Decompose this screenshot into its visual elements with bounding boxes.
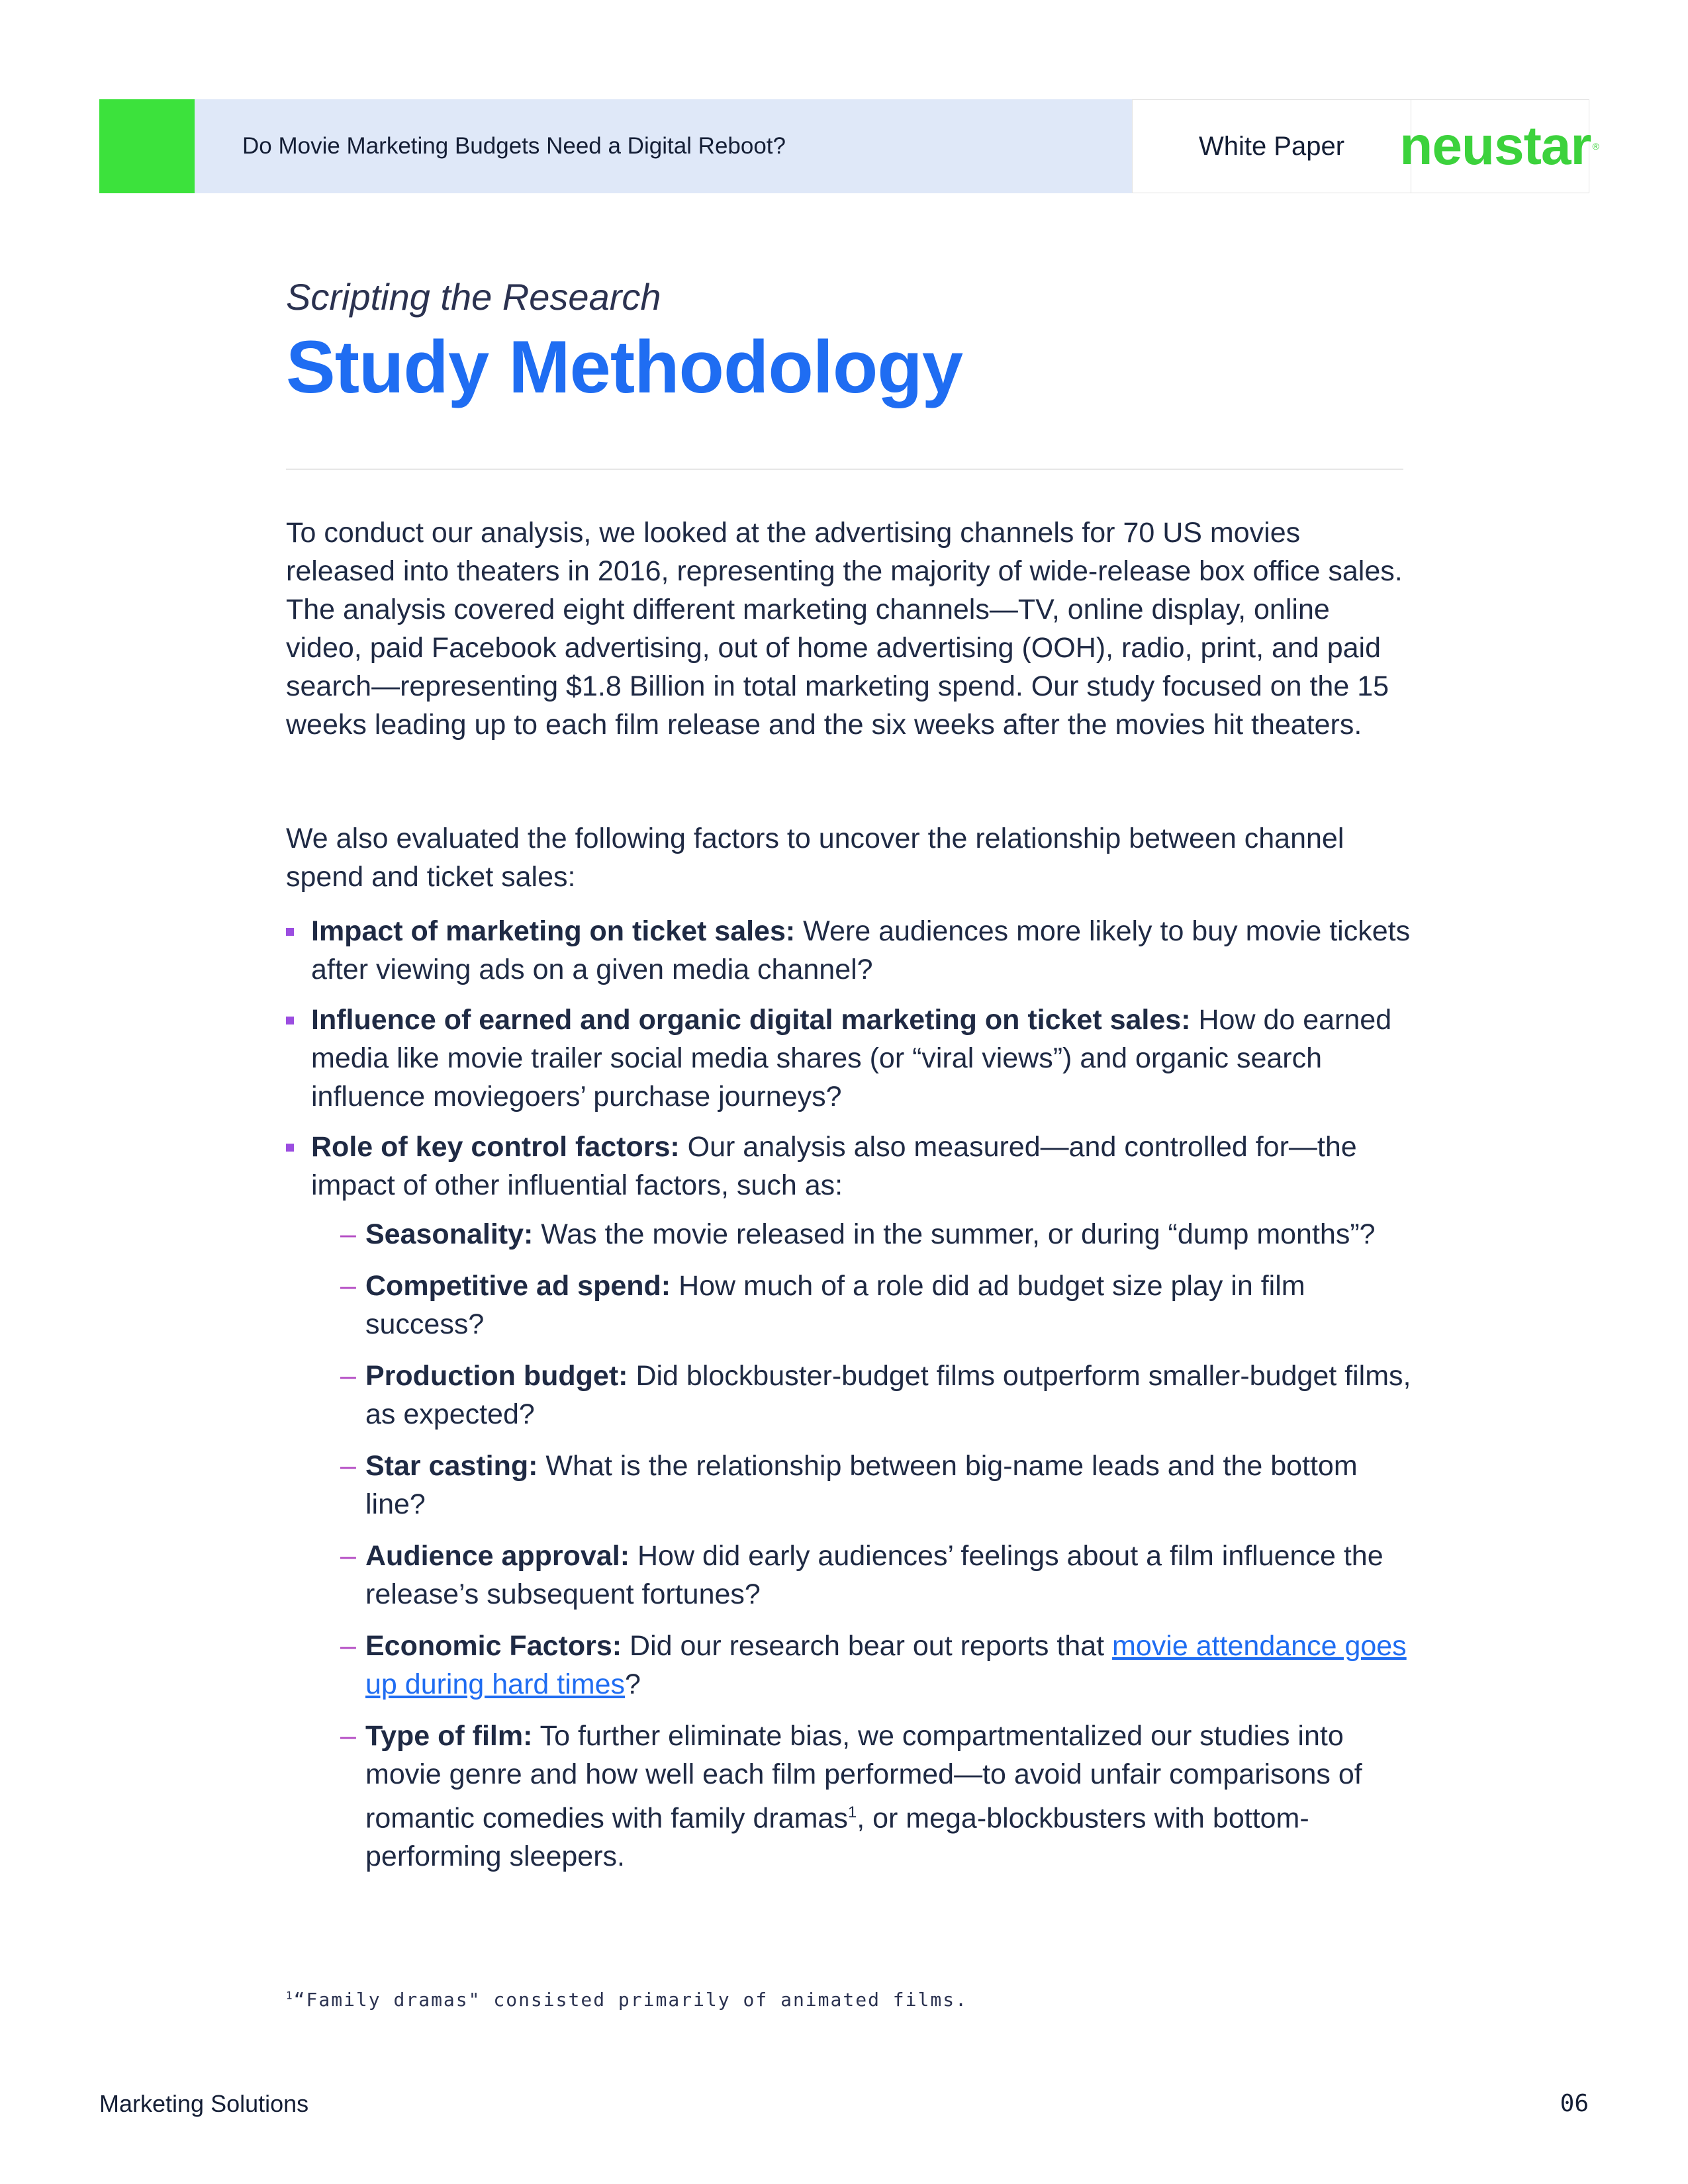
sub-text: What is the relationship between big-name leads and the bottom line? <box>365 1450 1358 1520</box>
title-divider <box>286 469 1403 470</box>
sub-list-item <box>311 1627 1425 1704</box>
dash-icon: – <box>340 1360 356 1392</box>
dash-icon: – <box>340 1450 356 1482</box>
sub-label: Competitive ad spend: <box>365 1270 671 1302</box>
sub-label: Type of film: <box>365 1720 533 1752</box>
factors-intro-paragraph: We also evaluated the following factors to uncover the relationship between channel spend and ticket sales: <box>286 823 1344 893</box>
bullet-icon <box>286 1017 294 1024</box>
footnote-number: 1 <box>286 1989 294 2002</box>
footnote-text: “Family dramas" consisted primarily of animated films. <box>293 1989 968 2011</box>
sub-list-item <box>311 1267 1425 1343</box>
factor-text: How do earned media like movie trailer social media shares (or “viral views”) and organic search influence moviegoers’ purchase journeys? <box>311 1004 1392 1113</box>
dash-icon: – <box>340 1540 356 1572</box>
factor-label: Influence of earned and organic digital marketing on ticket sales: <box>311 1004 1191 1036</box>
dash-icon: – <box>340 1630 356 1662</box>
bullet-icon <box>286 1144 294 1152</box>
sub-label: Audience approval: <box>365 1540 630 1572</box>
sub-label: Economic Factors: <box>365 1630 622 1662</box>
header-doc-type: White Paper <box>1132 99 1411 193</box>
dash-icon: – <box>340 1270 356 1302</box>
header-doc-title: Do Movie Marketing Budgets Need a Digital Reboot? <box>242 133 786 159</box>
page-number: 06 <box>1560 2090 1589 2117</box>
sub-list-item <box>311 1357 1425 1433</box>
factor-label: Role of key control factors: <box>311 1131 680 1163</box>
factor-label: Impact of marketing on ticket sales: <box>311 915 796 947</box>
header-doc-title-cell <box>195 99 1132 193</box>
sub-text-end: , or mega-blockbusters with bottom-performing sleepers. <box>365 1802 1309 1873</box>
sub-text: How much of a role did ad budget size play in film success? <box>365 1270 1305 1340</box>
control-factors-list <box>311 1215 1425 1876</box>
sub-text-end: ? <box>625 1668 641 1700</box>
sub-text: Did blockbuster-budget films outperform smaller-budget films, as expected? <box>365 1360 1411 1430</box>
sub-text: How did early audiences’ feelings about a film influence the release’s subsequent fortunes? <box>365 1540 1383 1610</box>
logo-text: neustar <box>1399 116 1591 176</box>
logo-mark: ® <box>1592 141 1599 152</box>
list-item <box>286 1128 1425 1876</box>
sub-list-item <box>311 1537 1425 1614</box>
sub-list-item <box>311 1447 1425 1524</box>
intro-paragraph: To conduct our analysis, we looked at the advertising channels for 70 US movies released into theaters in 2016, representing the majority of wide-release box office sales. The analysis covered eight different marketing channels—TV, online display, online video, paid Facebook advertising, out of home advertising (OOH), radio, print, and paid search—representing $1.8 Billion in total marketing spend. Our study focused on the 15 weeks leading up to each film release and the six weeks after the movies hit theaters. <box>286 517 1403 741</box>
footer-label: Marketing Solutions <box>99 2090 309 2117</box>
sub-text: Did our research bear out reports that <box>630 1630 1105 1662</box>
hard-times-link[interactable]: movie attendance goes up during hard times <box>365 1630 1407 1700</box>
sub-text: Was the movie released in the summer, or during “dump months”? <box>541 1218 1376 1250</box>
factor-text: Were audiences more likely to buy movie tickets after viewing ads on a given media channel? <box>311 915 1411 985</box>
neustar-logo <box>1399 99 1599 193</box>
sub-list-item <box>311 1215 1425 1253</box>
factor-text: Our analysis also measured—and controlled for—the impact of other influential factors, such as: <box>311 1131 1357 1201</box>
section-kicker: Scripting the Research <box>286 276 661 318</box>
dash-icon: – <box>340 1218 356 1250</box>
sub-label: Star casting: <box>365 1450 538 1482</box>
sub-text: To further eliminate bias, we compartmentalized our studies into movie genre and how well each film performed—to avoid unfair comparisons of romantic comedies with family dramas <box>365 1720 1362 1835</box>
footnote <box>286 1989 968 2011</box>
bullet-icon <box>286 928 294 936</box>
list-item <box>286 1001 1425 1116</box>
footnote-ref: 1 <box>847 1803 857 1821</box>
dash-icon: – <box>340 1720 356 1752</box>
sub-list-item <box>311 1717 1425 1876</box>
sub-label: Production budget: <box>365 1360 628 1392</box>
list-item <box>286 912 1425 989</box>
sub-label: Seasonality: <box>365 1218 534 1250</box>
page-title: Study Methodology <box>286 326 963 408</box>
factors-list <box>286 912 1425 1889</box>
header-accent-block <box>99 99 195 193</box>
header-bar <box>99 99 1599 193</box>
